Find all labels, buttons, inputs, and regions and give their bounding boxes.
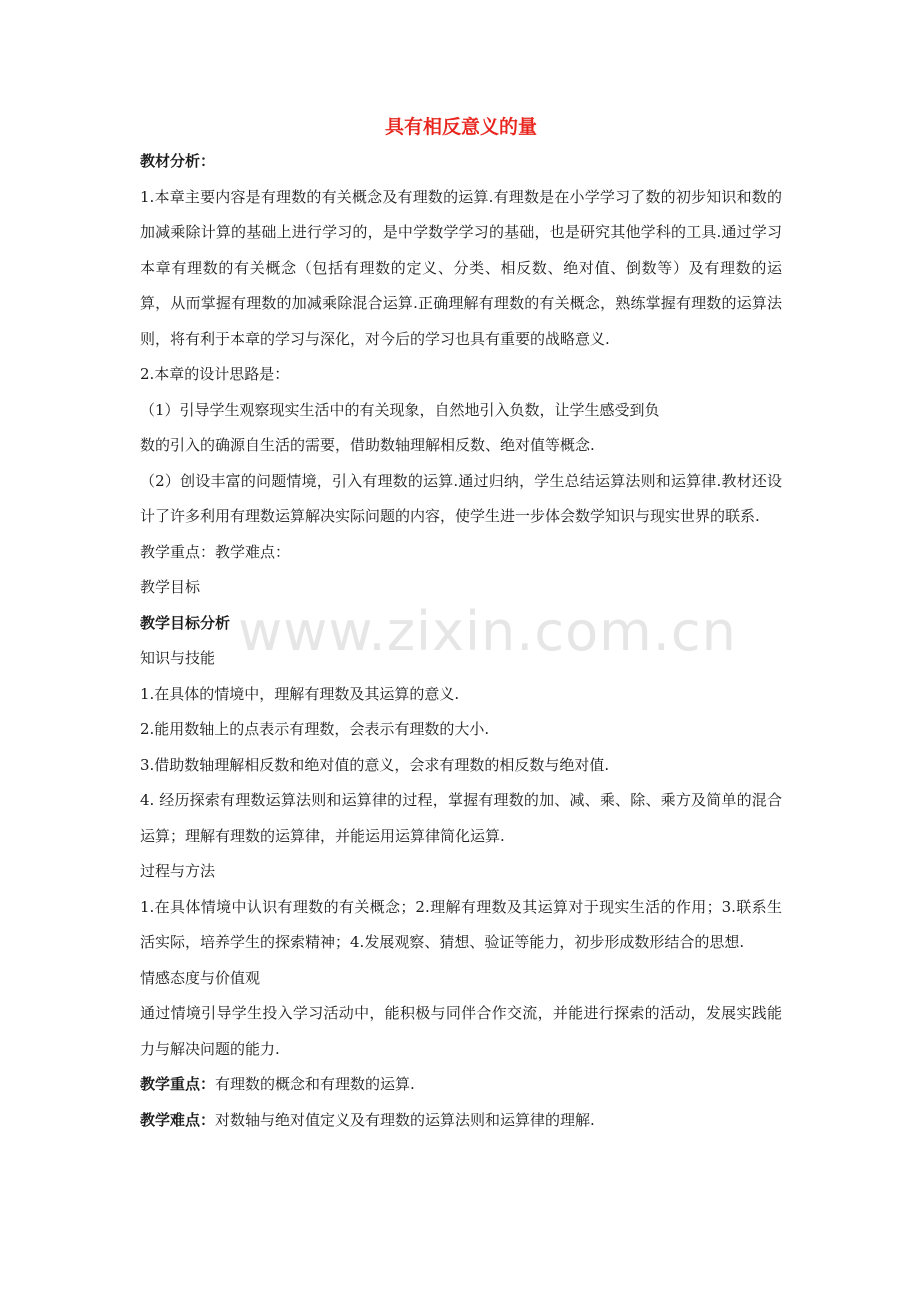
knowledge-item-2: 2.能用数轴上的点表示有理数，会表示有理数的大小.	[140, 720, 490, 738]
difficulty-line	[140, 1103, 782, 1139]
paragraph-5: 教学重点：教学难点：	[140, 542, 291, 561]
key-point-text: 有理数的概念和有理数的运算.	[215, 1075, 415, 1093]
emotion-item-1: 通过情境引导学生投入学习活动中，能积极与同伴合作交流，并能进行探索的活动，发展实践能力与解决问题的能力.	[140, 1004, 782, 1058]
key-point-label: 教学重点：	[140, 1075, 216, 1093]
analysis-heading: 教材分析：	[140, 152, 216, 170]
knowledge-item-4: 4. 经历探索有理数运算法则和运算律的过程，掌握有理数的加、减、乘、除、乘方及简单的混合运算；理解有理数的运算律，并能运用运算律简化运算.	[140, 791, 782, 845]
key-point-line	[140, 1067, 782, 1103]
knowledge-item-3: 3.借助数轴理解相反数和绝对值的意义，会求有理数的相反数与绝对值.	[140, 755, 610, 774]
paragraph-2: 2.本章的设计思路是：	[140, 365, 290, 383]
difficulty-label: 教学难点：	[140, 1110, 216, 1129]
difficulty-text: 对数轴与绝对值定义及有理数的运算法则和运算律的理解.	[215, 1110, 595, 1129]
process-heading: 过程与方法	[140, 862, 216, 880]
page-title: 具有相反意义的量	[384, 116, 537, 138]
paragraph-3a: （1）引导学生观察现实生活中的有关现象，自然地引入负数，让学生感受到负	[140, 400, 660, 419]
paragraph-4: （2）创设丰富的问题情境，引入有理数的运算.通过归纳，学生总结运算法则和运算律.教材还设计了许多利用有理数运算解决实际问题的内容，使学生进一步体会数学知识与现实世界的联系.	[140, 471, 782, 525]
knowledge-item-1: 1.在具体的情境中，理解有理数及其运算的意义.	[140, 684, 460, 703]
watermark: www.zixin.com.cn	[238, 600, 737, 663]
paragraph-1: 1.本章主要内容是有理数的有关概念及有理数的运算.有理数是在小学学习了数的初步知识和数的加减乘除计算的基础上进行学习的，是中学数学学习的基础，也是研究其他学科的工具.通过学习本章有理数的有关概念（包括有理数的定义、分类、相反数、绝对值、倒数等）及有理数的运算，从而掌握有理数的加减乘除混合运算.正确理解有理数的有关概念，熟练掌握有理数的运算法则，将有利于本章的学习与深化，对今后的学习也具有重要的战略意义.	[140, 187, 782, 348]
paragraph-6: 教学目标	[140, 578, 201, 596]
emotion-heading: 情感态度与价值观	[140, 968, 261, 987]
document-body	[140, 110, 782, 1138]
paragraph-3b: 数的引入的确源自生活的需要，借助数轴理解相反数、绝对值等概念.	[140, 436, 595, 454]
knowledge-heading: 知识与技能	[140, 649, 216, 667]
goal-heading: 教学目标分析	[140, 613, 231, 632]
process-item-1: 1.在具体情境中认识有理数的有关概念；2.理解有理数及其运算对于现实生活的作用；3.联系生活实际，培养学生的探索精神；4.发展观察、猜想、验证等能力，初步形成数形结合的思想.	[140, 897, 782, 951]
